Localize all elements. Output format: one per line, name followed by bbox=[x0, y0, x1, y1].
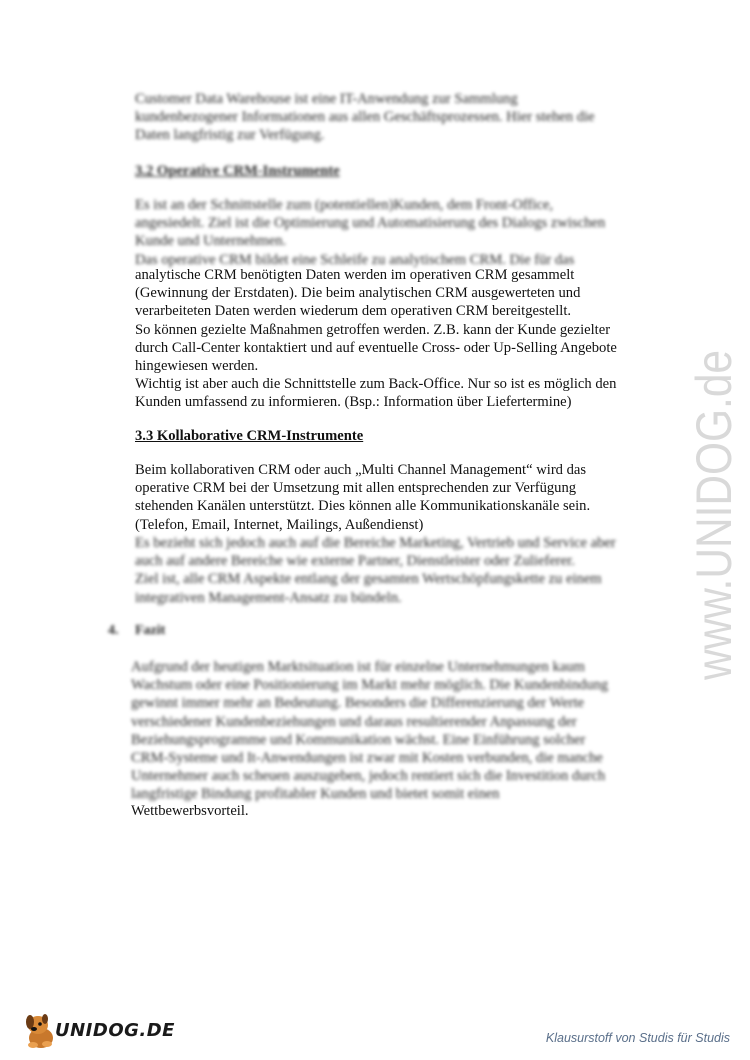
watermark-graphic bbox=[636, 345, 750, 685]
text-line: kundenbezogener Informationen aus allen Geschäftsprozessen. Hier stehen die bbox=[135, 109, 595, 126]
section-heading-3-2: 3.2 Operative CRM-Instrumente bbox=[135, 163, 340, 179]
text-line: hingewiesen werden. bbox=[135, 358, 259, 375]
section-number: 4. bbox=[108, 623, 119, 638]
section-3-3-blurred-paragraph bbox=[135, 534, 675, 607]
text-line: Es ist an der Schnittstelle zum (potentiellen)Kunden, dem Front-Office, bbox=[135, 197, 553, 213]
fazit-blurred-paragraph bbox=[131, 658, 671, 804]
watermark bbox=[636, 345, 750, 685]
section-heading-3-3: 3.3 Kollaborative CRM-Instrumente bbox=[135, 428, 364, 444]
fazit-last-line bbox=[131, 802, 671, 820]
text-line: Wichtig ist aber auch die Schnittstelle zum Back-Office. Nur so ist es möglich den bbox=[135, 376, 617, 393]
dog-mascot-icon bbox=[20, 1008, 60, 1050]
text-line: (Telefon, Email, Internet, Mailings, Außendienst) bbox=[135, 516, 424, 533]
text-line: (Gewinnung der Erstdaten). Die beim analytischen CRM ausgewerteten und bbox=[135, 285, 581, 302]
text-line: Customer Data Warehouse ist eine IT-Anwendung zur Sammlung bbox=[135, 91, 518, 107]
text-line: auch auf andere Bereiche wie externe Partner, Dienstleister oder Zulieferer. bbox=[135, 553, 575, 570]
text-line: So können gezielte Maßnahmen getroffen werden. Z.B. kann der Kunde gezielter bbox=[135, 321, 611, 338]
text-line: Kunde und Unternehmen. bbox=[135, 233, 287, 250]
text-line: Wettbewerbsvorteil. bbox=[131, 803, 249, 819]
text-line: verschiedener Kundenbeziehungen und daraus resultierender Anpassung der bbox=[131, 713, 577, 730]
logo-text: UNIDOG.DE bbox=[55, 1020, 175, 1041]
text-line: langfristige Bindung profitabler Kunden und bietet somit einen bbox=[131, 786, 500, 803]
section-title: Fazit bbox=[135, 623, 166, 638]
section-3-2-paragraph bbox=[135, 266, 675, 412]
section-3-2-blurred-paragraph bbox=[135, 196, 675, 269]
text-line: Unternehmer auch scheuen auszugeben, jedoch rentiert sich die Investition durch bbox=[131, 768, 606, 785]
text-line: CRM-Systeme und It-Anwendungen ist zwar mit Kosten verbunden, die manche bbox=[131, 750, 603, 767]
text-line: angesiedelt. Ziel ist die Optimierung und Automatisierung des Dialogs zwischen bbox=[135, 215, 606, 232]
text-line: verarbeiteten Daten werden wiederum dem operativen CRM bereitgestellt. bbox=[135, 303, 572, 320]
text-line: gewinnt immer mehr an Bedeutung. Besonders die Differenzierung der Werte bbox=[131, 695, 584, 712]
text-line: Beim kollaborativen CRM oder auch „Multi Channel Management“ wird das bbox=[135, 462, 587, 478]
watermark-text: www.UNIDOG.de bbox=[686, 345, 742, 680]
text-line: operative CRM bei der Umsetzung mit allen entsprechenden zur Verfügung bbox=[135, 480, 577, 497]
text-line: integrativen Management-Ansatz zu bündeln. bbox=[135, 589, 402, 606]
section-heading-4 bbox=[108, 622, 165, 640]
footer-slogan: Klausurstoff von Studis für Studis bbox=[545, 1031, 730, 1045]
text-line: Aufgrund der heutigen Marktsituation ist für einzelne Unternehmungen kaum bbox=[131, 659, 585, 675]
text-line: Daten langfristig zur Verfügung. bbox=[135, 127, 325, 144]
intro-paragraph bbox=[135, 90, 675, 145]
text-line: Beziehungsprogramme und Kommunikation wächst. Eine Einführung solcher bbox=[131, 731, 586, 748]
text-line: analytische CRM benötigten Daten werden im operativen CRM gesammelt bbox=[135, 267, 575, 283]
text-line: Das operative CRM bildet eine Schleife zu analytischem CRM. Die für das bbox=[135, 251, 575, 268]
text-line: Es bezieht sich jedoch auch auf die Bereiche Marketing, Vertrieb und Service aber bbox=[135, 535, 616, 551]
text-line: durch Call-Center kontaktiert und auf eventuelle Cross- oder Up-Selling Angebote bbox=[135, 339, 617, 356]
text-line: stehenden Kanälen unterstützt. Dies können alle Kommunikationskanäle sein. bbox=[135, 498, 591, 515]
text-line: Kunden umfassend zu informieren. (Bsp.: Information über Liefertermine) bbox=[135, 394, 572, 411]
text-line: Ziel ist, alle CRM Aspekte entlang der gesamten Wertschöpfungskette zu einem bbox=[135, 571, 602, 588]
section-3-3-paragraph bbox=[135, 461, 675, 534]
text-line: Wachstum oder eine Positionierung im Markt mehr möglich. Die Kundenbindung bbox=[131, 677, 609, 694]
